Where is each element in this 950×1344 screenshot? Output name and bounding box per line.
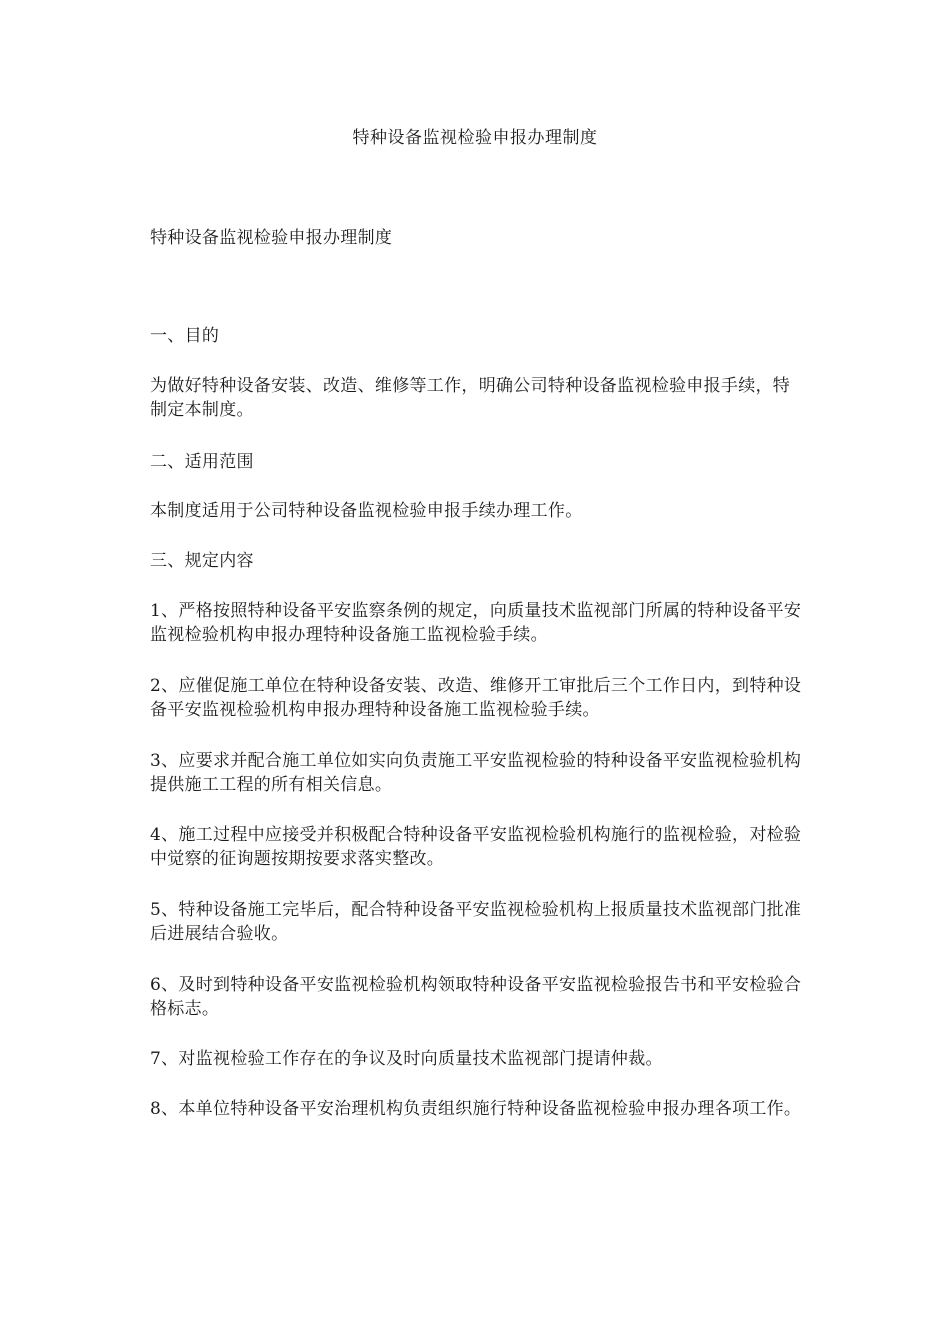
section-heading-scope: 二、适用范围 [150, 452, 254, 472]
list-item-8: 8、本单位特种设备平安治理机构负责组织施行特种设备监视检验申报办理各项工作。 [150, 1099, 802, 1119]
list-item-7: 7、对监视检验工作存在的争议及时向质量技术监视部门提请仲裁。 [150, 1049, 663, 1069]
list-item-6: 6、及时到特种设备平安监视检验机构领取特种设备平安监视检验报告书和平安检验合格标志。 [150, 975, 802, 1019]
list-item-2: 2、应催促施工单位在特种设备安装、改造、维修开工审批后三个工作日内，到特种设备平安监视检验机构申报办理特种设备施工监视检验手续。 [150, 676, 802, 720]
list-item-3: 3、应要求并配合施工单位如实向负责施工平安监视检验的特种设备平安监视检验机构提供施工工程的所有相关信息。 [150, 751, 802, 795]
paragraph-scope: 本制度适用于公司特种设备监视检验申报手续办理工作。 [150, 501, 583, 521]
list-item-5: 5、特种设备施工完毕后，配合特种设备平安监视检验机构上报质量技术监视部门批准后进展结合验收。 [150, 900, 802, 944]
section-heading-content: 三、规定内容 [150, 551, 254, 571]
list-item-1: 1、严格按照特种设备平安监察条例的规定，向质量技术监视部门所属的特种设备平安监视检验机构申报办理特种设备施工监视检验手续。 [150, 601, 802, 645]
document-title: 特种设备监视检验申报办理制度 [352, 128, 598, 148]
section-heading-purpose: 一、目的 [150, 326, 220, 346]
document-subtitle: 特种设备监视检验申报办理制度 [150, 228, 393, 248]
paragraph-purpose: 为做好特种设备安装、改造、维修等工作，明确公司特种设备监视检验申报手续，特制定本制度。 [150, 376, 791, 420]
list-item-4: 4、施工过程中应接受并积极配合特种设备平安监视检验机构施行的监视检验，对检验中觉察的征询题按期按要求落实整改。 [150, 825, 802, 869]
